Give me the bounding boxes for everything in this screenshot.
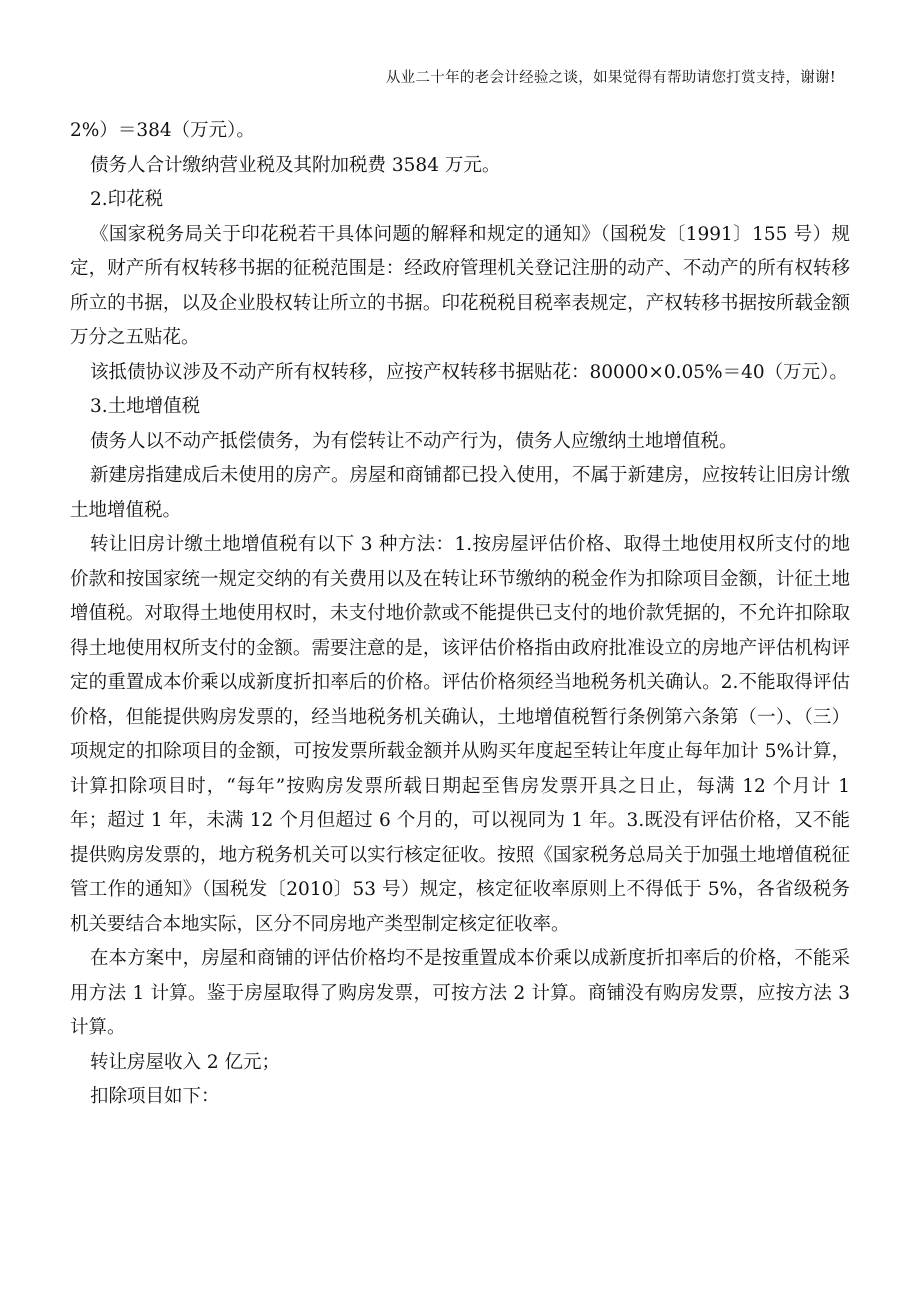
paragraph-calc-result: 2%）＝384（万元）。 bbox=[70, 120, 255, 141]
section-heading-land-vat: 3.土地增值税 bbox=[90, 396, 201, 417]
paragraph-stamp-tax-rule: 《国家税务局关于印花税若干具体问题的解释和规定的通知》（国税发〔1991〕155 号）规定，财产所有权转移书据的征税范围是：经政府管理机关登记注册的动产、不动产的所有权转移所立的书据，以及企业股权转让所立的书据。印花税税目税率表规定，产权转移书据按所载金额万分之五贴花。 bbox=[70, 223, 850, 348]
paragraph-method-selection: 在本方案中，房屋和商铺的评估价格均不是按重置成本价乘以成新度折扣率后的价格，不能采用方法 1 计算。鉴于房屋取得了购房发票，可按方法 2 计算。商铺没有购房发票，应按方法 3 计算。 bbox=[70, 948, 850, 1038]
section-heading-stamp-tax: 2.印花税 bbox=[90, 189, 164, 210]
paragraph-deduction-items: 扣除项目如下： bbox=[90, 1086, 220, 1107]
paragraph-new-building-definition: 新建房指建成后未使用的房产。房屋和商铺都已投入使用，不属于新建房，应按转让旧房计缴土地增值税。 bbox=[70, 465, 850, 521]
paragraph-land-vat-obligation: 债务人以不动产抵偿债务，为有偿转让不动产行为，债务人应缴纳土地增值税。 bbox=[90, 430, 738, 452]
paragraph-transfer-income: 转让房屋收入 2 亿元； bbox=[90, 1051, 281, 1073]
paragraph-business-tax-total: 债务人合计缴纳营业税及其附加税费 3584 万元。 bbox=[90, 154, 501, 176]
paragraph-three-methods: 转让旧房计缴土地增值税有以下 3 种方法：1.按房屋评估价格、取得土地使用权所支付的地价款和按国家统一规定交纳的有关费用以及在转让环节缴纳的税金作为扣除项目金额，计征土地增值税。对取得土地使用权时，未支付地价款或不能提供已支付的地价款凭据的，不允许扣除取得土地使用权所支付的金额。需要注意的是，该评估价格指由政府批准设立的房地产评估机构评定的重置成本价乘以成新度折扣率后的价格。评估价格须经当地税务机关确认。2.不能取得评估价格，但能提供购房发票的，经当地税务机关确认，土地增值税暂行条例第六条第（一）、（三）项规定的扣除项目的金额，可按发票所载金额并从购买年度起至转让年度止每年加计 5%计算，计算扣除项目时，“每年”按购房发票所载日期起至售房发票开具之日止，每满 12 个月计 1 年；超过 1 年，未满 12 个月但超过 6 个月的，可以视同为 1 年。3.既没有评估价格，又不能提供购房发票的，地方税务机关可以实行核定征收。按照《国家税务总局关于加强土地增值税征管工作的通知》（国税发〔2010〕53 号）规定，核定征收率原则上不得低于 5%，各省级税务机关要结合本地实际，区分不同房地产类型制定核定征收率。 bbox=[70, 534, 850, 935]
document-body bbox=[70, 114, 850, 1115]
header-note: 从业二十年的老会计经验之谈，如果觉得有帮助请您打赏支持，谢谢! bbox=[385, 70, 836, 86]
paragraph-stamp-tax-calc: 该抵债协议涉及不动产所有权转移，应按产权转移书据贴花：80000×0.05%＝40（万元）。 bbox=[90, 361, 848, 383]
